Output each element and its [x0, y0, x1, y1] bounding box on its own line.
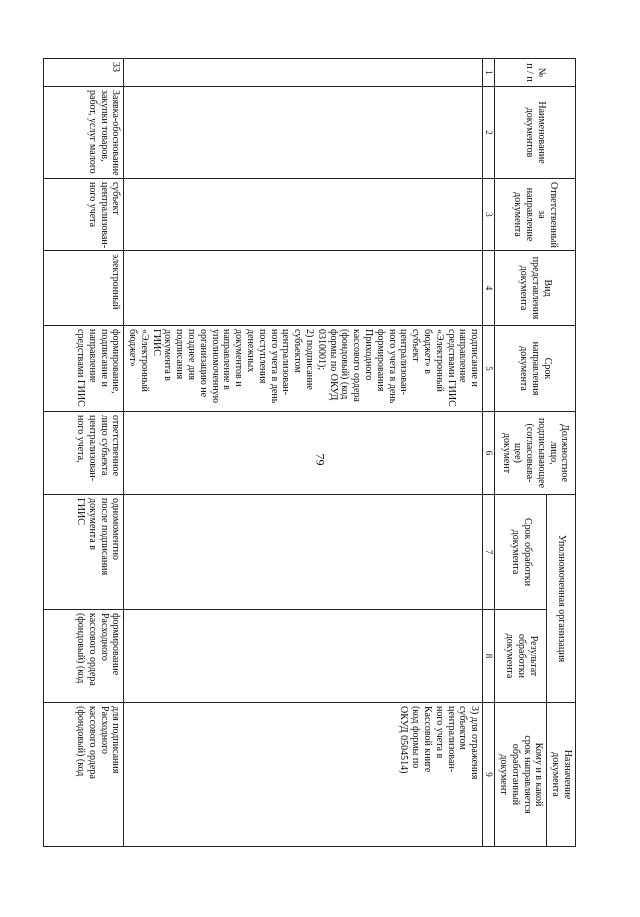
- text-line: формирование: [110, 613, 122, 676]
- text-line: формы по ОКУД: [327, 329, 339, 401]
- text-line: Должностное: [559, 424, 571, 482]
- text-line: лицо субъекта: [98, 415, 110, 476]
- cell-processing-result: [124, 610, 483, 703]
- text-line: (код формы по: [410, 706, 422, 769]
- text-line: п / п: [524, 63, 536, 82]
- text-line: организацию не: [197, 329, 209, 398]
- text-line: подписание и: [98, 329, 110, 387]
- cell-kind: [44, 251, 124, 326]
- text-line: направление в: [221, 329, 233, 390]
- text-line: Приходного: [363, 329, 375, 381]
- text-line: одномоментно: [110, 498, 122, 560]
- cell-purpose: [124, 703, 483, 847]
- rotated-table-container: [60, 58, 576, 846]
- cell-official: [44, 412, 124, 495]
- text-line: подписание и: [469, 329, 481, 387]
- text-line: для подписания: [110, 706, 122, 774]
- text-line: позднее дня: [186, 329, 198, 380]
- text-line: Кассовой книге: [422, 706, 434, 773]
- text-line: щее): [512, 443, 524, 463]
- text-line: документа в: [162, 329, 174, 381]
- header-kind: [495, 251, 576, 326]
- header-authorized-org: Уполномоченная организация: [547, 495, 576, 703]
- text-line: №: [535, 67, 547, 78]
- column-number: 2: [483, 87, 495, 179]
- text-line: субъектом: [292, 329, 304, 373]
- cell-num: [124, 59, 483, 87]
- column-number: 5: [483, 326, 495, 412]
- column-number: 4: [483, 251, 495, 326]
- cell-processing-term: [44, 495, 124, 610]
- text-line: документа в: [86, 498, 98, 550]
- text-line: Заявка-обоснование: [110, 90, 122, 176]
- text-line: ного учета: [86, 182, 98, 228]
- text-line: документа: [512, 192, 524, 237]
- header-responsible: [495, 179, 576, 251]
- text-line: (фондовый) (код: [74, 613, 86, 684]
- text-line: Расходного: [98, 613, 110, 661]
- text-line: средствами ГИИС: [74, 329, 86, 407]
- text-line: направление: [457, 329, 469, 383]
- text-line: 3) для отражения: [469, 706, 481, 780]
- text-line: ного учета,: [74, 415, 86, 463]
- column-number: 8: [483, 610, 495, 703]
- header-processing-result: [495, 610, 547, 703]
- column-number: 3: [483, 179, 495, 251]
- text-line: документа: [518, 346, 530, 391]
- text-line: документа: [503, 633, 515, 679]
- text-line: субъектом: [457, 706, 469, 750]
- text-line: Назначение: [562, 749, 573, 800]
- column-number: 7: [483, 495, 495, 610]
- text-line: кассового ордера: [86, 613, 98, 686]
- text-line: электронный: [110, 254, 122, 310]
- text-line: подписания: [174, 329, 186, 380]
- text-line: Вид: [541, 279, 553, 297]
- text-line: централизован-: [280, 329, 292, 396]
- text-line: документ: [498, 754, 510, 795]
- text-line: обработки: [515, 633, 527, 679]
- cell-official: [124, 412, 483, 495]
- text-line: ного учета в день: [386, 329, 398, 404]
- text-line: направление: [524, 187, 536, 242]
- cell-name: [44, 87, 124, 179]
- text-line: денежных: [245, 329, 257, 373]
- cell-term: [44, 326, 124, 412]
- cell-processing-result: [44, 610, 124, 703]
- text-line: представления: [530, 256, 542, 320]
- text-line: централизован-: [86, 415, 98, 482]
- text-line: ного учета в день: [268, 329, 280, 404]
- text-line: 0310001);: [315, 329, 327, 371]
- text-line: субъект: [410, 329, 422, 362]
- header-purpose: [547, 703, 576, 847]
- text-line: формирования: [374, 329, 386, 392]
- cell-term: [124, 326, 483, 412]
- text-line: лицо,: [547, 441, 559, 465]
- text-line: ГИИС: [150, 329, 162, 356]
- text-line: «Электронный: [138, 329, 150, 392]
- text-line: Ответственный: [547, 182, 559, 248]
- column-number: 9: [483, 703, 495, 847]
- text-line: ОКУД 0504514): [398, 706, 410, 774]
- text-line: уполномоченную: [209, 329, 221, 404]
- text-line: Срок: [541, 357, 553, 380]
- cell-processing-term: [124, 495, 483, 610]
- text-line: централизован-: [398, 329, 410, 396]
- header-processing-term: [495, 495, 547, 610]
- header-term: [495, 326, 576, 412]
- cell-kind: [124, 251, 483, 326]
- text-line: документа: [518, 265, 530, 311]
- text-line: субъект: [110, 182, 122, 215]
- text-line: «Электронный: [433, 329, 445, 392]
- text-line: централизован-: [445, 706, 457, 773]
- text-line: централизован-: [98, 182, 110, 249]
- table-row: [44, 59, 124, 847]
- text-line: (согласовыва-: [524, 423, 536, 483]
- text-line: формирование,: [110, 329, 122, 394]
- text-line: кассового ордера: [86, 706, 98, 779]
- text-line: подписывающее: [535, 417, 547, 489]
- text-line: (фондовый) (код: [74, 706, 86, 777]
- text-line: после подписания: [98, 498, 110, 576]
- text-line: Расходного: [98, 706, 110, 754]
- text-line: 2) подписание: [304, 329, 316, 390]
- text-line: ГИИС: [74, 498, 86, 525]
- header-official: [495, 412, 576, 495]
- text-line: средствами ГИИС: [445, 329, 457, 407]
- text-line: ного учета в: [433, 706, 445, 759]
- text-line: работ, услуг малого: [86, 90, 98, 174]
- column-number: 1: [483, 59, 495, 87]
- text-line: Наименование: [535, 101, 547, 164]
- text-line: направления: [530, 341, 542, 396]
- text-line: Кому и в какой: [533, 742, 545, 807]
- page-number: 79: [313, 453, 328, 466]
- text-line: бюджет» в: [422, 329, 434, 374]
- header-name: [495, 87, 576, 179]
- cell-purpose: [44, 703, 124, 847]
- text-line: направление: [86, 329, 98, 383]
- text-line: кассового ордера: [351, 329, 363, 402]
- cell-responsible: [124, 179, 483, 251]
- text-line: срок направляется: [521, 735, 533, 814]
- text-line: документов: [524, 107, 536, 158]
- text-line: документа: [550, 752, 562, 797]
- text-line: поступления: [256, 329, 268, 384]
- text-line: за: [535, 210, 547, 219]
- header-purpose-recipient: [495, 703, 547, 847]
- text-line: обработанный: [509, 743, 521, 806]
- cell-name: [124, 87, 483, 179]
- cell-responsible: [44, 179, 124, 251]
- header-num: [495, 59, 576, 87]
- column-number: 6: [483, 412, 495, 495]
- text-line: ответственное: [110, 415, 122, 477]
- text-line: закупки товаров,: [98, 90, 110, 162]
- cell-num: 33: [44, 59, 124, 87]
- text-line: документ: [500, 432, 512, 474]
- text-line: бюджет»: [127, 329, 139, 367]
- table-row: [124, 59, 483, 847]
- documents-table: [43, 58, 576, 847]
- text-line: документа: [509, 529, 521, 575]
- text-line: Срок обработки: [521, 517, 533, 587]
- text-line: Результат: [527, 635, 539, 677]
- text-line: (фондовый) (код: [339, 329, 351, 400]
- text-line: документов и: [233, 329, 245, 387]
